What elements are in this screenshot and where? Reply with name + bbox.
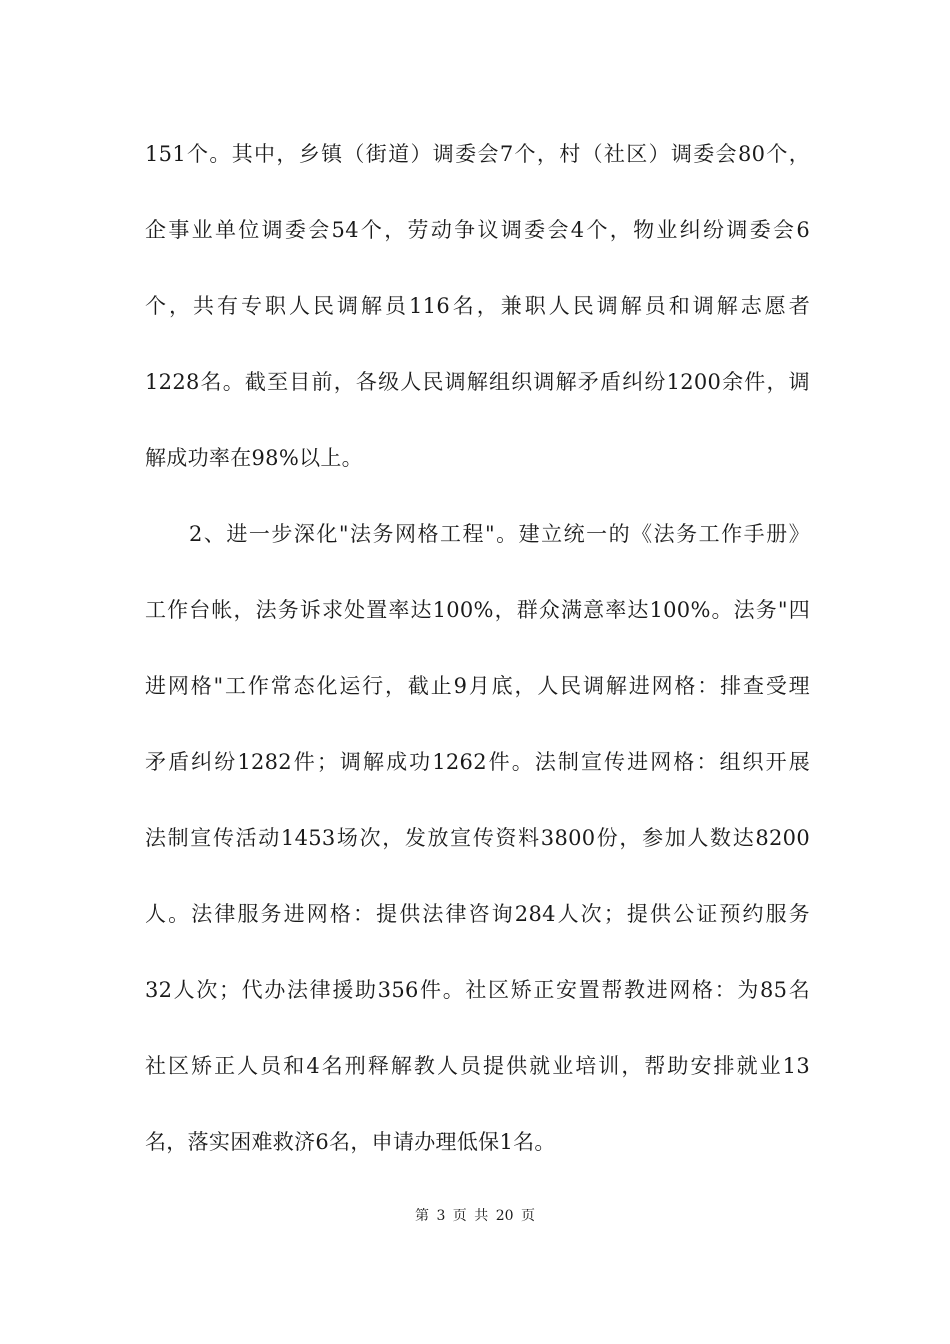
text-line: 151个。其中，乡镇（街道）调委会7个，村（社区）调委会80个， [145, 142, 810, 166]
text-line: 法制宣传活动1453场次，发放宣传资料3800份，参加人数达8200 [145, 826, 810, 850]
text-line: 矛盾纠纷1282件；调解成功1262件。法制宣传进网格：组织开展 [145, 750, 810, 774]
text-line: 名，落实困难救济6名，申请办理低保1名。 [145, 1130, 556, 1154]
paragraph-start-line: 2、进一步深化"法务网格工程"。建立统一的《法务工作手册》 [189, 522, 810, 546]
text-line: 解成功率在98%以上。 [145, 446, 363, 470]
text-line: 企事业单位调委会54个，劳动争议调委会4个，物业纠纷调委会6 [145, 218, 810, 242]
text-line: 工作台帐，法务诉求处置率达100%，群众满意率达100%。法务"四 [145, 598, 810, 622]
text-line: 进网格"工作常态化运行，截止9月底，人民调解进网格：排查受理 [145, 674, 810, 698]
page-number-footer: 第 3 页 共 20 页 [415, 1208, 535, 1224]
text-line: 1228名。截至目前，各级人民调解组织调解矛盾纠纷1200余件，调 [145, 370, 810, 394]
text-line: 社区矫正人员和4名刑释解教人员提供就业培训，帮助安排就业13 [145, 1054, 810, 1078]
text-line: 人。法律服务进网格：提供法律咨询284人次；提供公证预约服务 [145, 902, 810, 926]
text-line: 32人次；代办法律援助356件。社区矫正安置帮教进网格：为85名 [145, 978, 810, 1002]
text-line: 个，共有专职人民调解员116名，兼职人民调解员和调解志愿者 [145, 294, 810, 318]
